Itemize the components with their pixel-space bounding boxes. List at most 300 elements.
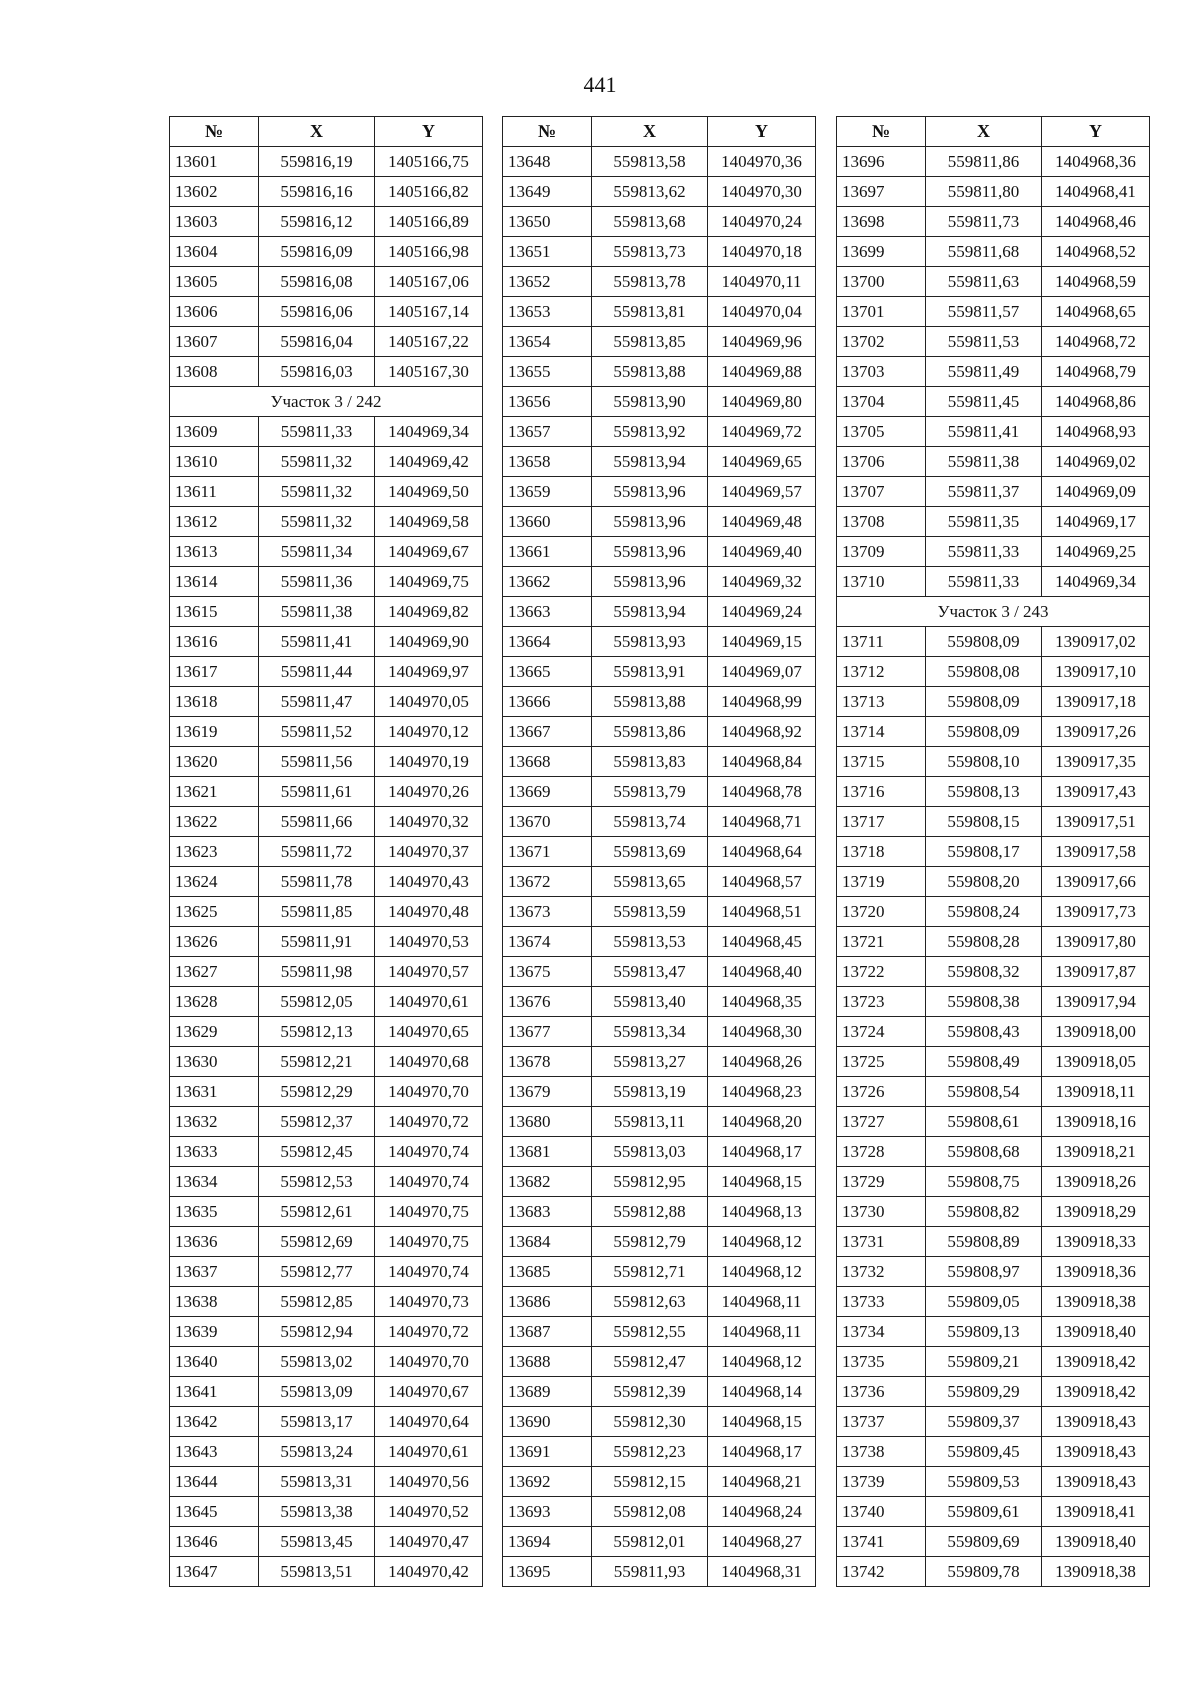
table-row <box>837 537 1150 567</box>
x-coordinate: 559813,78 <box>592 267 708 297</box>
point-number: 13694 <box>503 1527 592 1557</box>
y-coordinate: 1404969,80 <box>708 387 816 417</box>
table-row <box>837 867 1150 897</box>
y-coordinate: 1404969,88 <box>708 357 816 387</box>
y-coordinate: 1404970,47 <box>375 1527 483 1557</box>
point-number: 13726 <box>837 1077 926 1107</box>
table-row <box>503 387 816 417</box>
table-row <box>503 627 816 657</box>
coordinates-table-2 <box>502 116 816 1587</box>
point-number: 13626 <box>170 927 259 957</box>
x-coordinate: 559808,97 <box>926 1257 1042 1287</box>
point-number: 13651 <box>503 237 592 267</box>
x-coordinate: 559812,53 <box>259 1167 375 1197</box>
x-coordinate: 559811,47 <box>259 687 375 717</box>
point-number: 13647 <box>170 1557 259 1587</box>
table-row <box>170 627 483 657</box>
point-number: 13692 <box>503 1467 592 1497</box>
point-number: 13689 <box>503 1377 592 1407</box>
y-coordinate: 1404968,11 <box>708 1317 816 1347</box>
x-coordinate: 559813,92 <box>592 417 708 447</box>
y-coordinate: 1390918,00 <box>1042 1017 1150 1047</box>
table-row <box>503 1317 816 1347</box>
table-row <box>837 927 1150 957</box>
point-number: 13724 <box>837 1017 926 1047</box>
x-coordinate: 559813,91 <box>592 657 708 687</box>
point-number: 13620 <box>170 747 259 777</box>
x-coordinate: 559812,95 <box>592 1167 708 1197</box>
table-row <box>170 297 483 327</box>
y-coordinate: 1404970,05 <box>375 687 483 717</box>
point-number: 13644 <box>170 1467 259 1497</box>
x-coordinate: 559809,37 <box>926 1407 1042 1437</box>
y-coordinate: 1405166,89 <box>375 207 483 237</box>
x-coordinate: 559808,89 <box>926 1227 1042 1257</box>
y-coordinate: 1404968,64 <box>708 837 816 867</box>
x-coordinate: 559811,68 <box>926 237 1042 267</box>
x-coordinate: 559811,38 <box>259 597 375 627</box>
table-row <box>170 747 483 777</box>
point-number: 13734 <box>837 1317 926 1347</box>
point-number: 13628 <box>170 987 259 1017</box>
y-coordinate: 1404969,97 <box>375 657 483 687</box>
y-coordinate: 1404968,26 <box>708 1047 816 1077</box>
point-number: 13731 <box>837 1227 926 1257</box>
table-row <box>503 987 816 1017</box>
y-coordinate: 1404968,11 <box>708 1287 816 1317</box>
section-row <box>170 387 483 417</box>
x-coordinate: 559816,03 <box>259 357 375 387</box>
table-row <box>170 927 483 957</box>
x-coordinate: 559808,68 <box>926 1137 1042 1167</box>
y-coordinate: 1404969,42 <box>375 447 483 477</box>
y-coordinate: 1404970,12 <box>375 717 483 747</box>
table-row <box>503 477 816 507</box>
section-row <box>837 597 1150 627</box>
y-coordinate: 1404970,18 <box>708 237 816 267</box>
y-coordinate: 1404969,34 <box>375 417 483 447</box>
point-number: 13675 <box>503 957 592 987</box>
x-coordinate: 559811,72 <box>259 837 375 867</box>
point-number: 13717 <box>837 807 926 837</box>
table-row <box>170 897 483 927</box>
x-coordinate: 559813,90 <box>592 387 708 417</box>
point-number: 13608 <box>170 357 259 387</box>
table-row <box>503 687 816 717</box>
table-row <box>503 1437 816 1467</box>
table-row <box>170 1137 483 1167</box>
point-number: 13716 <box>837 777 926 807</box>
point-number: 13652 <box>503 267 592 297</box>
y-coordinate: 1404970,24 <box>708 207 816 237</box>
y-coordinate: 1404968,36 <box>1042 147 1150 177</box>
y-coordinate: 1404968,12 <box>708 1347 816 1377</box>
x-coordinate: 559811,34 <box>259 537 375 567</box>
point-number: 13736 <box>837 1377 926 1407</box>
point-number: 13677 <box>503 1017 592 1047</box>
x-coordinate: 559811,36 <box>259 567 375 597</box>
point-number: 13671 <box>503 837 592 867</box>
y-coordinate: 1390918,05 <box>1042 1047 1150 1077</box>
x-coordinate: 559813,65 <box>592 867 708 897</box>
point-number: 13609 <box>170 417 259 447</box>
table-row <box>837 297 1150 327</box>
point-number: 13718 <box>837 837 926 867</box>
y-coordinate: 1404970,04 <box>708 297 816 327</box>
point-number: 13640 <box>170 1347 259 1377</box>
table-row <box>837 357 1150 387</box>
x-coordinate: 559813,79 <box>592 777 708 807</box>
point-number: 13738 <box>837 1437 926 1467</box>
x-coordinate: 559811,57 <box>926 297 1042 327</box>
table-row <box>837 897 1150 927</box>
point-number: 13713 <box>837 687 926 717</box>
y-coordinate: 1404970,68 <box>375 1047 483 1077</box>
y-coordinate: 1404969,50 <box>375 477 483 507</box>
y-coordinate: 1390917,80 <box>1042 927 1150 957</box>
table-row <box>837 1197 1150 1227</box>
table-row <box>170 1227 483 1257</box>
table-row <box>837 1137 1150 1167</box>
x-coordinate: 559808,24 <box>926 897 1042 927</box>
y-coordinate: 1404969,48 <box>708 507 816 537</box>
y-coordinate: 1405167,14 <box>375 297 483 327</box>
y-coordinate: 1404970,30 <box>708 177 816 207</box>
point-number: 13739 <box>837 1467 926 1497</box>
y-coordinate: 1404968,86 <box>1042 387 1150 417</box>
point-number: 13683 <box>503 1197 592 1227</box>
point-number: 13682 <box>503 1167 592 1197</box>
x-coordinate: 559813,96 <box>592 537 708 567</box>
y-coordinate: 1390918,38 <box>1042 1287 1150 1317</box>
table-row <box>503 1527 816 1557</box>
point-number: 13720 <box>837 897 926 927</box>
x-coordinate: 559816,12 <box>259 207 375 237</box>
table-row <box>837 1227 1150 1257</box>
y-coordinate: 1404970,70 <box>375 1347 483 1377</box>
table-row <box>503 867 816 897</box>
point-number: 13614 <box>170 567 259 597</box>
y-coordinate: 1404968,35 <box>708 987 816 1017</box>
table-row <box>503 777 816 807</box>
point-number: 13629 <box>170 1017 259 1047</box>
x-coordinate: 559808,08 <box>926 657 1042 687</box>
table-row <box>170 597 483 627</box>
point-number: 13615 <box>170 597 259 627</box>
y-coordinate: 1404968,31 <box>708 1557 816 1587</box>
table-row <box>170 1407 483 1437</box>
point-number: 13602 <box>170 177 259 207</box>
table-row <box>170 1377 483 1407</box>
x-coordinate: 559808,10 <box>926 747 1042 777</box>
point-number: 13706 <box>837 447 926 477</box>
x-coordinate: 559813,40 <box>592 987 708 1017</box>
point-number: 13697 <box>837 177 926 207</box>
x-coordinate: 559808,61 <box>926 1107 1042 1137</box>
table-row <box>503 1227 816 1257</box>
point-number: 13700 <box>837 267 926 297</box>
table-row <box>837 477 1150 507</box>
header-y: Y <box>375 117 483 147</box>
point-number: 13662 <box>503 567 592 597</box>
y-coordinate: 1404970,43 <box>375 867 483 897</box>
x-coordinate: 559811,52 <box>259 717 375 747</box>
point-number: 13669 <box>503 777 592 807</box>
table-row <box>837 1467 1150 1497</box>
y-coordinate: 1404969,15 <box>708 627 816 657</box>
y-coordinate: 1390918,11 <box>1042 1077 1150 1107</box>
y-coordinate: 1390917,02 <box>1042 627 1150 657</box>
x-coordinate: 559813,58 <box>592 147 708 177</box>
x-coordinate: 559812,69 <box>259 1227 375 1257</box>
y-coordinate: 1404970,74 <box>375 1167 483 1197</box>
y-coordinate: 1404970,37 <box>375 837 483 867</box>
table-row <box>503 147 816 177</box>
y-coordinate: 1390918,16 <box>1042 1107 1150 1137</box>
table-row <box>170 567 483 597</box>
table-row <box>837 237 1150 267</box>
y-coordinate: 1404970,26 <box>375 777 483 807</box>
x-coordinate: 559811,49 <box>926 357 1042 387</box>
x-coordinate: 559813,59 <box>592 897 708 927</box>
y-coordinate: 1404969,57 <box>708 477 816 507</box>
x-coordinate: 559816,06 <box>259 297 375 327</box>
y-coordinate: 1405166,75 <box>375 147 483 177</box>
point-number: 13702 <box>837 327 926 357</box>
x-coordinate: 559811,32 <box>259 507 375 537</box>
y-coordinate: 1404970,72 <box>375 1317 483 1347</box>
x-coordinate: 559808,28 <box>926 927 1042 957</box>
point-number: 13676 <box>503 987 592 1017</box>
x-coordinate: 559811,66 <box>259 807 375 837</box>
table-row <box>837 1317 1150 1347</box>
y-coordinate: 1404970,65 <box>375 1017 483 1047</box>
x-coordinate: 559812,88 <box>592 1197 708 1227</box>
point-number: 13645 <box>170 1497 259 1527</box>
section-label: Участок 3 / 242 <box>170 387 483 417</box>
x-coordinate: 559809,78 <box>926 1557 1042 1587</box>
point-number: 13638 <box>170 1287 259 1317</box>
section-label: Участок 3 / 243 <box>837 597 1150 627</box>
point-number: 13688 <box>503 1347 592 1377</box>
y-coordinate: 1390918,40 <box>1042 1317 1150 1347</box>
table-row <box>503 297 816 327</box>
table-row <box>170 1017 483 1047</box>
x-coordinate: 559813,68 <box>592 207 708 237</box>
point-number: 13737 <box>837 1407 926 1437</box>
x-coordinate: 559813,96 <box>592 567 708 597</box>
table-row <box>170 1317 483 1347</box>
table-row <box>170 1467 483 1497</box>
table-row <box>503 1167 816 1197</box>
point-number: 13728 <box>837 1137 926 1167</box>
table-row <box>503 507 816 537</box>
y-coordinate: 1404968,79 <box>1042 357 1150 387</box>
y-coordinate: 1404968,21 <box>708 1467 816 1497</box>
table-row <box>837 747 1150 777</box>
table-row <box>837 1107 1150 1137</box>
point-number: 13613 <box>170 537 259 567</box>
x-coordinate: 559808,49 <box>926 1047 1042 1077</box>
point-number: 13634 <box>170 1167 259 1197</box>
x-coordinate: 559811,44 <box>259 657 375 687</box>
x-coordinate: 559813,24 <box>259 1437 375 1467</box>
y-coordinate: 1404968,12 <box>708 1227 816 1257</box>
table-row <box>503 897 816 927</box>
point-number: 13633 <box>170 1137 259 1167</box>
table-row <box>503 1377 816 1407</box>
x-coordinate: 559813,09 <box>259 1377 375 1407</box>
point-number: 13699 <box>837 237 926 267</box>
point-number: 13668 <box>503 747 592 777</box>
y-coordinate: 1404968,78 <box>708 777 816 807</box>
y-coordinate: 1404969,07 <box>708 657 816 687</box>
header-x: X <box>592 117 708 147</box>
y-coordinate: 1404970,11 <box>708 267 816 297</box>
table-row <box>837 1437 1150 1467</box>
x-coordinate: 559812,13 <box>259 1017 375 1047</box>
point-number: 13601 <box>170 147 259 177</box>
point-number: 13679 <box>503 1077 592 1107</box>
point-number: 13693 <box>503 1497 592 1527</box>
table-row <box>837 627 1150 657</box>
table-row <box>503 657 816 687</box>
table-row <box>503 447 816 477</box>
table-row <box>503 567 816 597</box>
point-number: 13730 <box>837 1197 926 1227</box>
table-row <box>170 1047 483 1077</box>
point-number: 13649 <box>503 177 592 207</box>
x-coordinate: 559811,33 <box>926 537 1042 567</box>
table-row <box>503 417 816 447</box>
point-number: 13658 <box>503 447 592 477</box>
x-coordinate: 559812,45 <box>259 1137 375 1167</box>
y-coordinate: 1404970,64 <box>375 1407 483 1437</box>
point-number: 13711 <box>837 627 926 657</box>
point-number: 13663 <box>503 597 592 627</box>
x-coordinate: 559812,39 <box>592 1377 708 1407</box>
table-row <box>837 567 1150 597</box>
header-number: № <box>170 117 259 147</box>
x-coordinate: 559813,02 <box>259 1347 375 1377</box>
y-coordinate: 1404968,13 <box>708 1197 816 1227</box>
table-row <box>503 1467 816 1497</box>
point-number: 13674 <box>503 927 592 957</box>
table-row <box>170 207 483 237</box>
y-coordinate: 1404969,17 <box>1042 507 1150 537</box>
header-x: X <box>926 117 1042 147</box>
y-coordinate: 1404969,09 <box>1042 477 1150 507</box>
y-coordinate: 1404970,36 <box>708 147 816 177</box>
point-number: 13708 <box>837 507 926 537</box>
x-coordinate: 559812,30 <box>592 1407 708 1437</box>
point-number: 13621 <box>170 777 259 807</box>
x-coordinate: 559813,19 <box>592 1077 708 1107</box>
x-coordinate: 559811,35 <box>926 507 1042 537</box>
point-number: 13664 <box>503 627 592 657</box>
table-row <box>170 777 483 807</box>
point-number: 13630 <box>170 1047 259 1077</box>
y-coordinate: 1404968,72 <box>1042 327 1150 357</box>
table-row <box>503 1017 816 1047</box>
y-coordinate: 1390918,40 <box>1042 1527 1150 1557</box>
y-coordinate: 1404970,67 <box>375 1377 483 1407</box>
point-number: 13672 <box>503 867 592 897</box>
y-coordinate: 1404969,32 <box>708 567 816 597</box>
x-coordinate: 559809,13 <box>926 1317 1042 1347</box>
table-row <box>837 657 1150 687</box>
x-coordinate: 559812,29 <box>259 1077 375 1107</box>
y-coordinate: 1404968,23 <box>708 1077 816 1107</box>
y-coordinate: 1404968,52 <box>1042 237 1150 267</box>
x-coordinate: 559813,93 <box>592 627 708 657</box>
point-number: 13605 <box>170 267 259 297</box>
y-coordinate: 1404970,74 <box>375 1137 483 1167</box>
point-number: 13715 <box>837 747 926 777</box>
x-coordinate: 559811,86 <box>926 147 1042 177</box>
point-number: 13625 <box>170 897 259 927</box>
table-row <box>503 717 816 747</box>
x-coordinate: 559809,05 <box>926 1287 1042 1317</box>
x-coordinate: 559813,85 <box>592 327 708 357</box>
x-coordinate: 559808,13 <box>926 777 1042 807</box>
table-row <box>837 1167 1150 1197</box>
y-coordinate: 1390917,87 <box>1042 957 1150 987</box>
point-number: 13624 <box>170 867 259 897</box>
table-row <box>837 207 1150 237</box>
x-coordinate: 559812,15 <box>592 1467 708 1497</box>
y-coordinate: 1390917,18 <box>1042 687 1150 717</box>
table-row <box>503 1257 816 1287</box>
table-row <box>503 837 816 867</box>
point-number: 13687 <box>503 1317 592 1347</box>
point-number: 13681 <box>503 1137 592 1167</box>
y-coordinate: 1390918,42 <box>1042 1347 1150 1377</box>
point-number: 13654 <box>503 327 592 357</box>
table-row <box>170 147 483 177</box>
point-number: 13673 <box>503 897 592 927</box>
y-coordinate: 1404968,41 <box>1042 177 1150 207</box>
x-coordinate: 559812,37 <box>259 1107 375 1137</box>
x-coordinate: 559808,32 <box>926 957 1042 987</box>
table-row <box>837 1407 1150 1437</box>
y-coordinate: 1405166,98 <box>375 237 483 267</box>
table-row <box>170 717 483 747</box>
point-number: 13721 <box>837 927 926 957</box>
x-coordinate: 559816,19 <box>259 147 375 177</box>
point-number: 13709 <box>837 537 926 567</box>
x-coordinate: 559812,79 <box>592 1227 708 1257</box>
point-number: 13653 <box>503 297 592 327</box>
table-row <box>170 837 483 867</box>
point-number: 13632 <box>170 1107 259 1137</box>
point-number: 13618 <box>170 687 259 717</box>
y-coordinate: 1404969,34 <box>1042 567 1150 597</box>
x-coordinate: 559811,38 <box>926 447 1042 477</box>
table-row <box>170 957 483 987</box>
point-number: 13666 <box>503 687 592 717</box>
x-coordinate: 559811,56 <box>259 747 375 777</box>
x-coordinate: 559816,09 <box>259 237 375 267</box>
table-row <box>170 237 483 267</box>
x-coordinate: 559811,33 <box>926 567 1042 597</box>
table-row <box>837 327 1150 357</box>
table-row <box>170 1437 483 1467</box>
x-coordinate: 559808,38 <box>926 987 1042 1017</box>
y-coordinate: 1404969,67 <box>375 537 483 567</box>
y-coordinate: 1404968,51 <box>708 897 816 927</box>
x-coordinate: 559808,54 <box>926 1077 1042 1107</box>
